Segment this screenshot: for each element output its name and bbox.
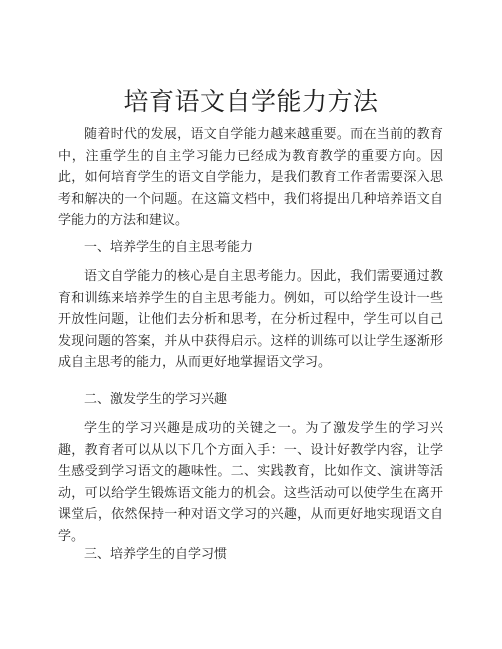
section-heading-1: 一、培养学生的自主思考能力 bbox=[84, 240, 254, 255]
section-heading-2: 二、激发学生的学习兴趣 bbox=[84, 392, 228, 407]
section-paragraph-1: 语文自学能力的核心是自主思考能力。因此，我们需要通过教育和训练来培养学生的自主思考能力。例如，可以给学生设计一些开放性问题，让他们去分析和思考，在分析过程中，学生可以自己发现问题的答案，并从中获得启示。这样的训练可以让学生逐渐形成自主思考的能力，从而更好地掌握语文学习。 bbox=[58, 269, 443, 371]
document-title: 培育语文自学能力方法 bbox=[123, 87, 379, 116]
section-heading-3: 三、培养学生的自学习惯 bbox=[84, 547, 228, 562]
intro-paragraph: 随着时代的发展，语文自学能力越来越重要。而在当前的教育中，注重学生的自主学习能力已经成为教育教学的重要方向。因此，如何培育学生的语文自学能力，是我们教育工作者需要深入思考和解决的一个问题。在这篇文档中，我们将提出几种培养语文自学能力的方法和建议。 bbox=[58, 127, 443, 229]
section-paragraph-2: 学生的学习兴趣是成功的关键之一。为了激发学生的学习兴趣，教育者可以从以下几个方面入手：一、设计好教学内容，让学生感受到学习语文的趣味性。二、实践教育，比如作文、演讲等活动，可以给学生锻炼语文能力的机会。这些活动可以使学生在离开课堂后，依然保持一种对语文学习的兴趣，从而更好地实现语文自学。 bbox=[58, 421, 443, 544]
